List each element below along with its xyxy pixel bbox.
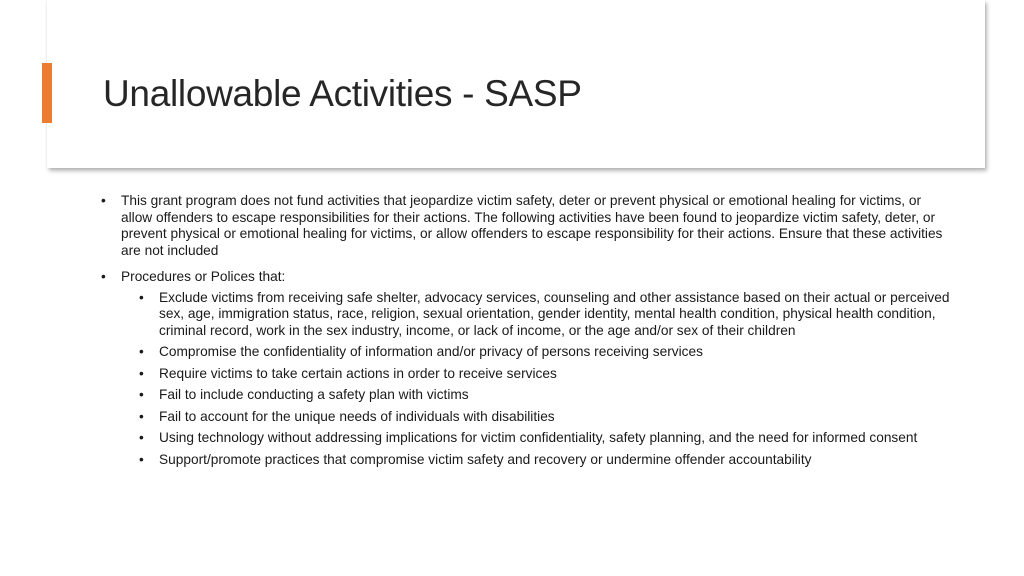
list-item-text: This grant program does not fund activities that jeopardize victim safety, deter or prevent physical or emotional healing for victims, or allow offenders to escape responsibilities for their actions. The following activities have been found to jeopardize victim safety, deter, or prevent physical or emotional healing for victims, or allow offenders to escape responsibility for their actions. Ensure that these activities are not included (121, 193, 943, 258)
bullet-icon: • (139, 344, 144, 359)
list-item (100, 193, 950, 259)
slide-title: Unallowable Activities - SASP (103, 73, 582, 114)
bullet-icon: • (139, 408, 144, 424)
sub-list-item-text: Using technology without addressing implications for victim confidentiality, safety planning, and the need for informed consent (159, 430, 918, 445)
list-item (100, 269, 950, 468)
bullet-icon: • (139, 451, 144, 467)
sub-list-item (138, 409, 950, 426)
sub-list-item-text: Exclude victims from receiving safe shelter, advocacy services, counseling and other assistance based on their actual or perceived sex, age, immigration status, race, religion, sexual orientation, gender identity, mental health condition, physical health condition, criminal record, work in the sex industry, income, or lack of income, or the age and/or sex of their children (159, 289, 950, 338)
sub-bullet-list (138, 290, 950, 469)
sub-list-item-text: Support/promote practices that compromise victim safety and recovery or undermine offender accountability (159, 451, 812, 467)
list-item-text: Procedures or Polices that: (121, 269, 286, 284)
bullet-list (100, 193, 950, 468)
sub-list-item (138, 452, 950, 469)
title-accent-bar (42, 63, 52, 123)
sub-list-item (138, 430, 950, 447)
bullet-icon: • (139, 365, 144, 381)
sub-list-item-text: Compromise the confidentiality of information and/or privacy of persons receiving services (159, 344, 703, 359)
bullet-icon: • (139, 289, 144, 305)
sub-list-item-text: Fail to account for the unique needs of individuals with disabilities (159, 408, 555, 424)
sub-list-item-text: Require victims to take certain actions in order to receive services (159, 365, 557, 381)
sub-list-item (138, 366, 950, 383)
bullet-icon: • (139, 430, 144, 445)
bullet-icon: • (139, 387, 144, 402)
sub-list-item (138, 387, 950, 404)
bullet-icon: • (101, 193, 106, 208)
sub-list-item-text: Fail to include conducting a safety plan with victims (159, 387, 469, 402)
sub-list-item (138, 290, 950, 340)
bullet-icon: • (101, 269, 106, 284)
slide-body (100, 193, 950, 478)
sub-list-item (138, 344, 950, 361)
